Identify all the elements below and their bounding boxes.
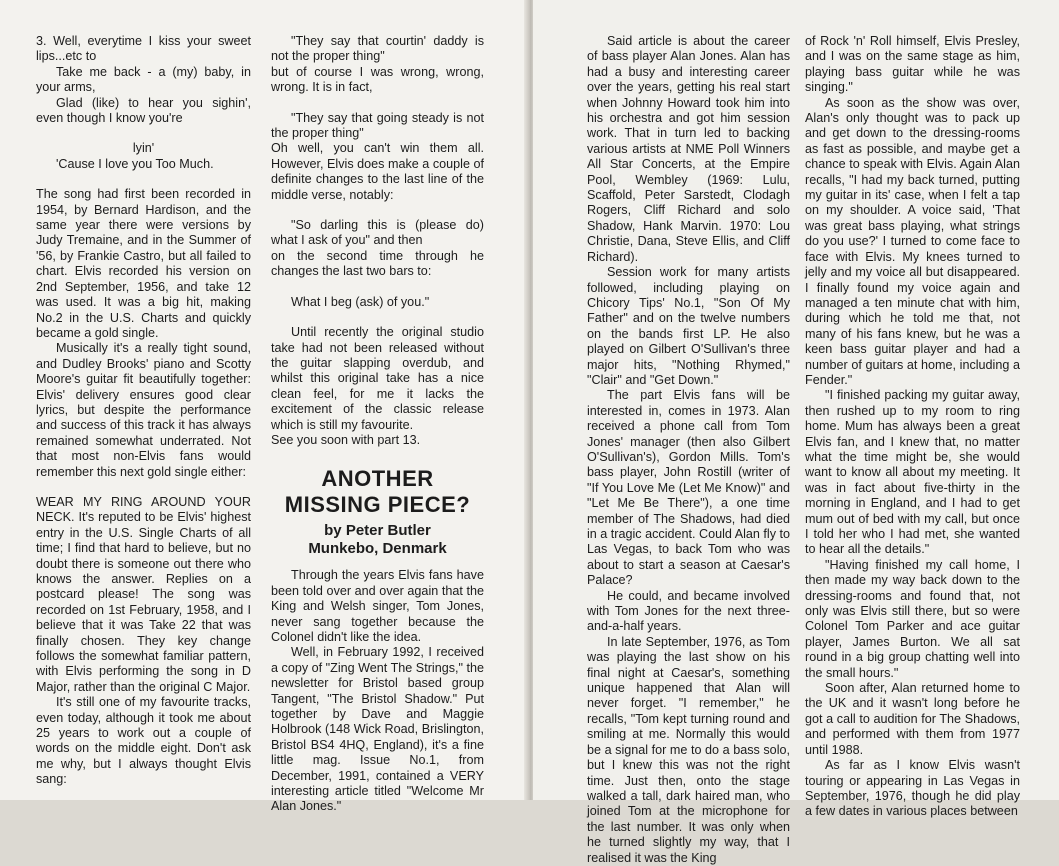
paragraph: As far as I know Elvis wasn't touring or appearing in Las Vegas in September, 1976, though he did play a few dates in various places between — [805, 758, 1020, 819]
paragraph: 3. Well, everytime I kiss your sweet lips...etc to — [36, 34, 251, 64]
paragraph: Musically it's a really tight sound, and Dudley Brooks' piano and Scotty Moore's guitar fit beautifully together: Elvis' delivery ensures good clear lyrics, but despite the performance and success of this track it has always remained somewhat underrated. Not that most non-Elvis fans would remember this next gold single either: — [36, 341, 251, 479]
paragraph: The song had first been recorded in 1954, by Bernard Hardison, and the same year there were versions by Judy Tremaine, and in the Summer of '56, by Frankie Castro, but all failed to chart. Elvis recorded his version on 2nd September, 1956, and take 12 was used. It was a big hit, making No.2 in the U.S. Charts and quickly became a gold single. — [36, 187, 251, 340]
column-3 — [587, 34, 790, 866]
spacer — [36, 480, 251, 495]
spacer — [271, 280, 484, 295]
spacer — [36, 172, 251, 187]
column-2-top — [271, 34, 484, 448]
spacer — [271, 310, 484, 325]
paragraph: Through the years Elvis fans have been told over and over again that the King and Welsh singer, Tom Jones, never sang together because the Colonel didn't like the idea. — [271, 568, 484, 644]
paragraph: of Rock 'n' Roll himself, Elvis Presley, and I was on the same stage as him, playing bass guitar while he was singing." — [805, 34, 1020, 95]
paragraph: but of course I was wrong, wrong, wrong. It is in fact, — [271, 64, 484, 95]
paragraph: 'Cause I love you Too Much. — [56, 156, 214, 171]
paragraph: What I beg (ask) of you." — [291, 294, 430, 309]
byline — [271, 522, 484, 558]
article-title: ANOTHER MISSING PIECE? — [284, 466, 471, 518]
paragraph: See you soon with part 13. — [271, 432, 421, 447]
paragraph: Session work for many artists followed, including playing on Chicory Tips' No.1, "Son Of My Father" and on the twelve numbers on the bands first LP. He also played on Gilbert O'Sullivan's three major hits, "Nothing Rhymed," "Clair" and "Get Down." — [587, 265, 790, 387]
paragraph: "I finished packing my guitar away, then rushed up to my room to ring home. Mum has always been a great Elvis fan, and I knew that, no matter what the time might be, she would want to know all about my meeting. It was in fact about five-thirty in the morning in England, and I had to get mum out of bed with my call, but once I told her who I had met, she wanted to hear all the details." — [805, 388, 1020, 557]
paragraph: WEAR MY RING AROUND YOUR NECK. It's reputed to be Elvis' highest entry in the U.S. Single Charts of all time; I find that hard to believe, but no doubt there is someone out there who knows the answer. Replies on a postcard please! The song was recorded on 1st February, 1958, and I believe that it was Take 22 that was finally chosen. They key change follows the somewhat familiar pattern, with Elvis performing the song in D Major, rather than the original C Major. — [36, 494, 251, 694]
column-2 — [271, 34, 484, 815]
paragraph: Said article is about the career of bass player Alan Jones. Alan has had a busy and interesting career over the years, getting his real start when Johnny Howard took him into his orchestra and got him session work. That in turn led to backing various artists at NME Poll Winners All Star Concerts, at the Empire Pool, Wembley (1969: Lulu, Scaffold, Peter Sarstedt, Clodagh Rogers, Cliff Richard and solo Shadow, Hank Marvin. 1970: Lou Christie, Dana, Steve Ellis, and Cliff Richard). — [587, 34, 790, 264]
paragraph: Soon after, Alan returned home to the UK and it wasn't long before he got a call to audition for The Shadows, and performed with them from 1977 until 1988. — [805, 681, 1020, 757]
paragraph: Until recently the original studio take had not been released without the guitar slapping overdub, and whilst this original take has a nice clean feel, for me it lacks the excitement of the classic release which is still my favourite. — [271, 325, 484, 432]
byline-location: Munkebo, Denmark — [308, 540, 447, 558]
paragraph: lyin' — [132, 141, 155, 156]
paragraph: "Having finished my call home, I then made my way back down to the dressing-rooms and found that, not only was Elvis still there, but so were Colonel Tom Parker and ace guitar player, James Burton. We all sat round in a big group chatting well into the small hours." — [805, 557, 1020, 680]
paragraph: In late September, 1976, as Tom was playing the last show on his final night at Caesar's, something unique happened that Alan will never forget. "I remember," he recalls, "Tom kept turning round and smiling at me. Normally this would be a signal for me to do a bass solo, but I knew this was not the right time. Just then, onto the stage walked a tall, dark haired man, who joined Tom at the microphone for the last number. It was only when he turned slightly my way, that I realised it was the King — [587, 634, 790, 865]
column-2-bottom — [271, 568, 484, 815]
spacer — [271, 203, 484, 218]
spacer — [36, 126, 251, 141]
byline-author: by Peter Butler — [324, 522, 431, 540]
paragraph: Oh well, you can't win them all. However, Elvis does make a couple of definite changes to the last line of the middle verse, notably: — [271, 141, 484, 202]
paragraph: on the second time through he changes the last two bars to: — [271, 248, 484, 279]
paragraph: "So darling this is (please do) what I ask of you" and then — [271, 218, 484, 248]
paragraph: The part Elvis fans will be interested in, comes in 1973. Alan received a phone call from Tom Jones' manager (then also Gilbert O'Sullivan's), Gordon Mills. Tom's bass player, John Rostill (writer of "If You Love Me (Let Me Know)" and "Let Me Be There"), a one time member of The Shadows, had died in a tragic accident. Could Alan fly to Las Vegas, to back Tom who was about to start a season at Caesar's Palace? — [587, 388, 791, 588]
column-1 — [36, 34, 251, 788]
column-4 — [805, 34, 1020, 820]
paragraph: Well, in February 1992, I received a copy of "Zing Went The Strings," the newsletter for Bristol based group Tangent, "The Bristol Shadow." Put together by Dave and Maggie Holbrook (148 Wick Road, Brislington, Bristol BS4 4HQ, England), it's a fine little mag. Issue No.1, from December, 1991, contained a VERY interesting article titled "Welcome Mr Alan Jones." — [271, 645, 484, 814]
paragraph: It's still one of my favourite tracks, even today, although it took me about 25 years to work out a couple of words on the middle eight. Don't ask me why, but I always thought Elvis sang: — [36, 695, 251, 787]
paragraph: "They say that going steady is not the proper thing" — [271, 110, 484, 141]
left-page — [0, 0, 527, 814]
paragraph: He could, and became involved with Tom Jones for the next three-and-a-half years. — [587, 588, 790, 634]
paragraph: "They say that courtin' daddy is not the proper thing" — [271, 34, 484, 64]
paragraph: Glad (like) to hear you sighin', even though I know you're — [36, 95, 251, 126]
spacer — [271, 96, 484, 111]
paragraph: Take me back - a (my) baby, in your arms, — [36, 64, 251, 95]
paragraph: As soon as the show was over, Alan's only thought was to pack up and get down to the dressing-rooms as fast as possible, and maybe get a chance to speak with Elvis. Again Alan recalls, "I had my back turned, putting my guitar in its' case, when I felt a tap on my shoulder. A voice said, 'That was great bass playing, what strings do you use?' I turned to come face to face with Elvis. My knees turned to jelly and my voice all but disappeared. I finally found my voice again and managed a ten minute chat with him, during which he told me that, not many of his fans knew, but he was a keen bass guitar player and had a number of guitars at home, including a Fender." — [805, 95, 1020, 387]
